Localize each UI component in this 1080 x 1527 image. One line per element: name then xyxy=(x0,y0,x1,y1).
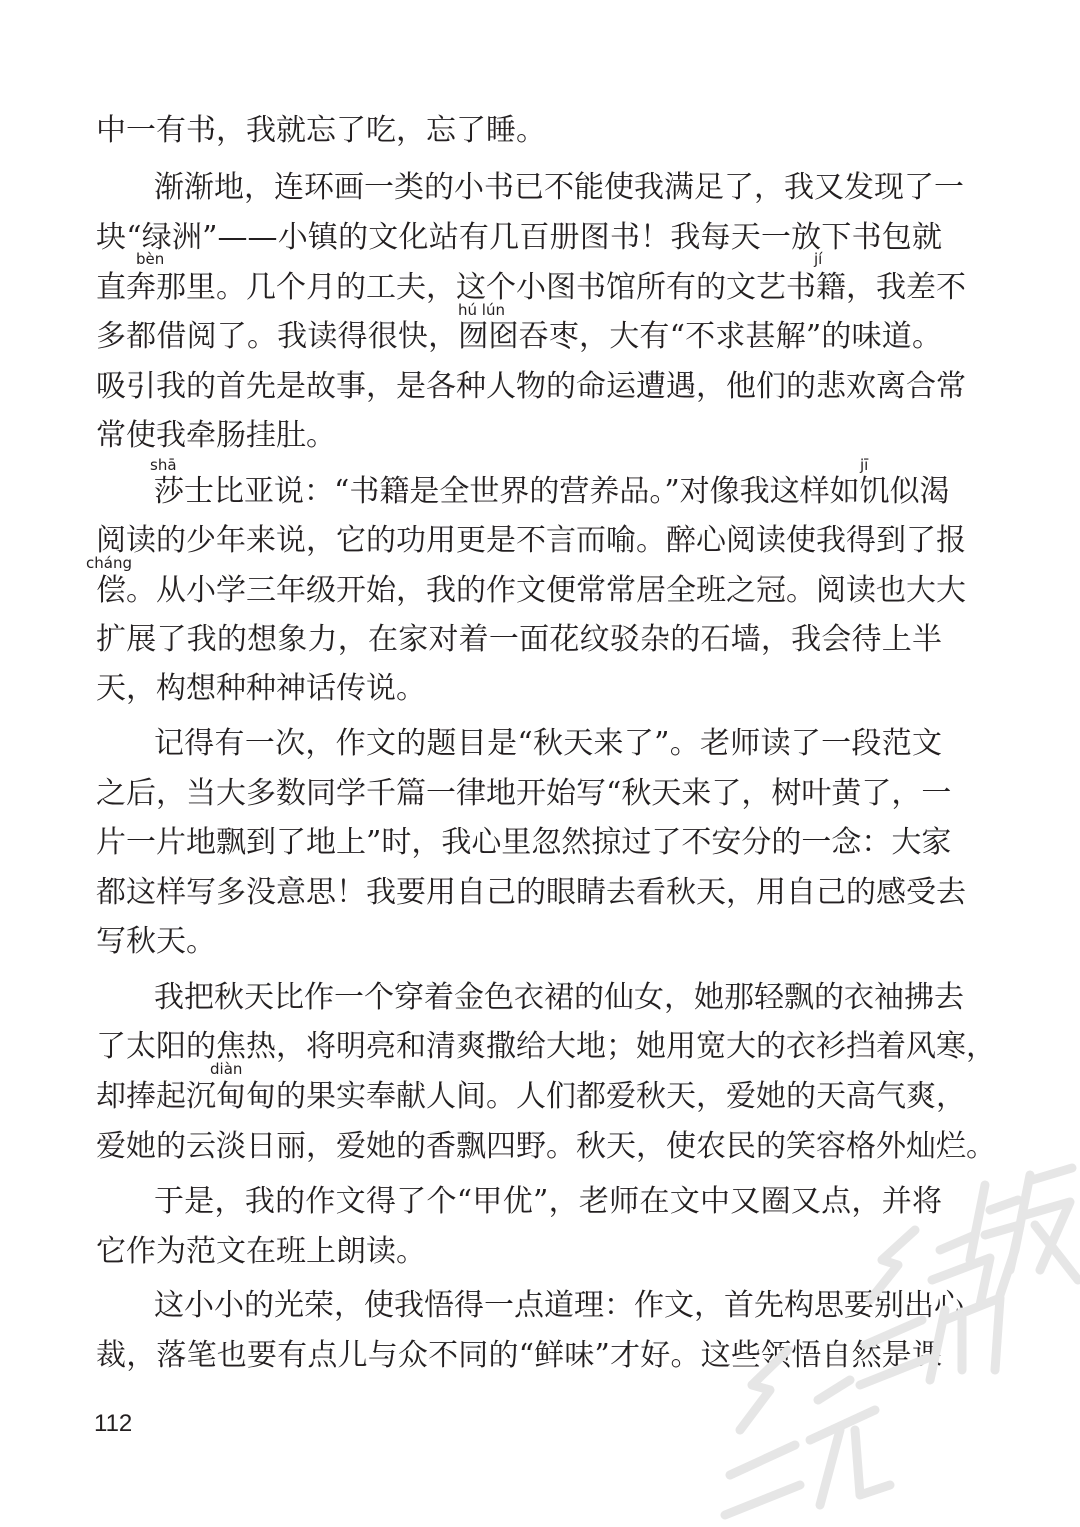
text-line: 爱她的云淡日丽，爱她的香飘四野。秋天，使农民的笑容格外灿烂。 xyxy=(96,1129,996,1164)
text-line: 吸引我的首先是故事，是各种人物的命运遭遇，他们的悲欢离合常 xyxy=(96,369,966,404)
text-line: 直奔那里。几个月的工夫，这个小图书馆所有的文艺书籍，我差不 xyxy=(96,270,966,305)
text-line: 阅读的少年来说，它的功用更是不言而喻。醉心阅读使我得到了报 xyxy=(96,523,966,558)
pinyin-annotation: hú lún xyxy=(458,301,505,319)
text-line: 多都借阅了。我读得很快，囫囵吞枣，大有“不求甚解”的味道。 xyxy=(96,319,942,354)
text-line: 却捧起沉甸甸的果实奉献人间。人们都爱秋天，爱她的天高气爽， xyxy=(96,1079,966,1114)
text-line: 于是，我的作文得了个“甲优”，老师在文中又圈又点，并将 xyxy=(154,1184,942,1219)
text-line: 中一有书，我就忘了吃，忘了睡。 xyxy=(96,113,546,148)
text-line: 片一片地飘到了地上”时，我心里忽然掠过了不安分的一念：大家 xyxy=(96,825,952,860)
text-line: 它作为范文在班上朗读。 xyxy=(96,1234,426,1269)
text-line: 都这样写多没意思！我要用自己的眼睛去看秋天，用自己的感受去 xyxy=(96,875,966,910)
text-line: 裁，落笔也要有点儿与众不同的“鲜味”才好。这些领悟自然是课 xyxy=(96,1338,942,1373)
text-line: 渐渐地，连环画一类的小书已不能使我满足了，我又发现了一 xyxy=(154,170,964,205)
pinyin-annotation: cháng xyxy=(86,554,132,572)
text-line: 块“绿洲”——小镇的文化站有几百册图书！我每天一放下书包就 xyxy=(96,220,942,255)
text-line: 写秋天。 xyxy=(96,924,216,959)
pinyin-annotation: jī xyxy=(860,456,869,474)
pinyin-annotation: shā xyxy=(150,456,177,474)
pinyin-annotation: jí xyxy=(814,250,823,268)
text-line: 莎士比亚说：“书籍是全世界的营养品。”对像我这样如饥似渴 xyxy=(154,474,950,509)
text-line: 天，构想种种神话传说。 xyxy=(96,671,426,706)
text-line: 我把秋天比作一个穿着金色衣裙的仙女，她那轻飘的衣袖拂去 xyxy=(154,980,964,1015)
pinyin-annotation: diàn xyxy=(210,1060,243,1078)
text-line: 记得有一次，作文的题目是“秋天来了”。老师读了一段范文 xyxy=(154,726,942,761)
text-line: 之后，当大多数同学千篇一律地开始写“秋天来了，树叶黄了，一 xyxy=(96,776,952,811)
text-line: 常使我牵肠挂肚。 xyxy=(96,418,336,453)
text-line: 这小小的光荣，使我悟得一点道理：作文，首先构思要别出心 xyxy=(154,1288,964,1323)
text-line: 偿。从小学三年级开始，我的作文便常常居全班之冠。阅读也大大 xyxy=(96,573,966,608)
text-line: 了太阳的焦热，将明亮和清爽撒给大地；她用宽大的衣衫挡着风寒， xyxy=(96,1029,996,1064)
page-number: 112 xyxy=(94,1410,133,1437)
pinyin-annotation: bèn xyxy=(136,250,165,268)
text-line: 扩展了我的想象力，在家对着一面花纹驳杂的石墙，我会待上半 xyxy=(96,622,942,657)
